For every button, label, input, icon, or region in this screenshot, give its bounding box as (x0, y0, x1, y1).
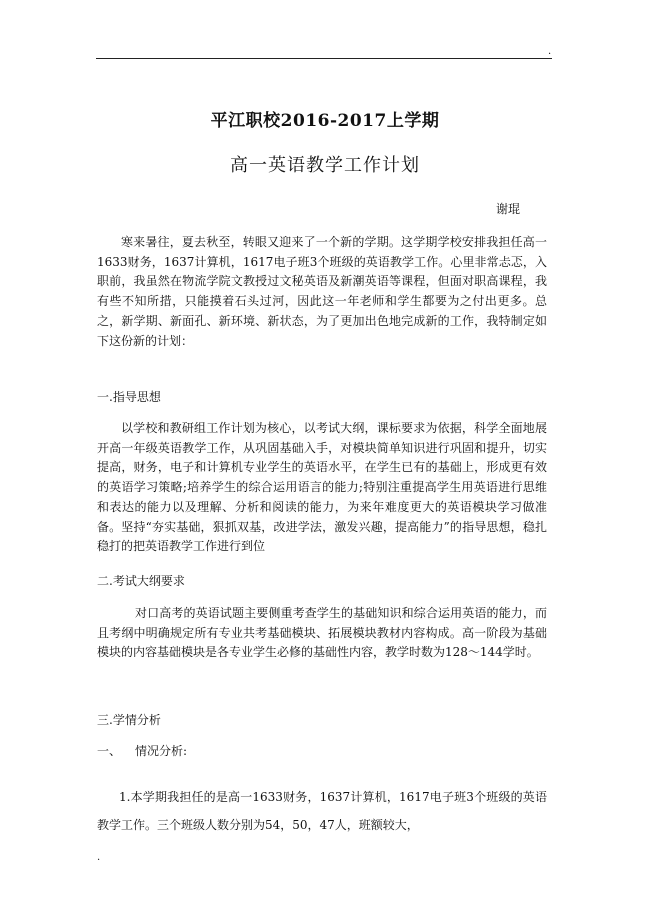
header-rule (96, 58, 552, 59)
situation-paragraph: 1.本学期我担任的是高一1633财务，1637计算机，1617电子班3个班级的英语教学工作。三个班级人数分别为54，50，47人，班额较大， (97, 790, 547, 832)
author-name: 谢琨 (496, 202, 521, 216)
section-heading-exam-requirements: 二.考试大纲要求 (97, 574, 185, 588)
section-heading-student-analysis: 三.学情分析 (97, 713, 161, 727)
intro-paragraph: 寒来暑往，夏去秋至，转眼又迎来了一个新的学期。这学期学校安排我担任高一1633财务，1637计算机，1617电子班3个班级的英语教学工作。心里非常忐忑，入职前，我虽然在物流学院文教授过文秘英语及新潮英语等课程，但面对职高课程，我有些不知所措，只能摸着石头过河，因此这一年老师和学生都要为之付出更多。总之，新学期、新面孔、新环境、新状态，为了更加出色地完成新的工作，我特制定如下这份新的计划： (97, 235, 547, 348)
exam-requirements-paragraph: 对口高考的英语试题主要侧重考查学生的基础知识和综合运用英语的能力，而且考纲中明确规定所有专业共考基础模块、拓展模块教材内容构成。高一阶段为基础模块的内容基础模块是各专业学生必修的基础性内容，教学时数为128～144学时。 (97, 606, 547, 660)
subsection-title: 情况分析: (135, 744, 188, 758)
document-subtitle: 高一英语教学工作计划 (230, 155, 420, 176)
footer-mark: . (97, 852, 101, 863)
subsection-number: 一、 (97, 744, 122, 758)
subsection-heading-situation (97, 742, 187, 759)
header-mark: . (548, 46, 552, 57)
document-title: 平江职校2016-2017上学期 (210, 111, 440, 131)
guiding-ideology-paragraph: 以学校和教研组工作计划为核心，以考试大纲，课标要求为依据，科学全面地展开高一年级英语教学工作，从巩固基础入手，对模块简单知识进行巩固和提升，切实提高，财务，电子和计算机专业学生的英语水平，在学生已有的基础上，形成更有效的英语学习策略;培养学生的综合运用语言的能力;特别注重提高学生用英语进行思维和表达的能力以及理解、分析和阅读的能力，为来年难度更大的英语模块学习做准备。坚持“夯实基础，狠抓双基，改进学法，激发兴趣，提高能力”的指导思想，稳扎稳打的把英语教学工作进行到位 (97, 421, 547, 554)
section-heading-guiding-ideology: 一.指导思想 (97, 390, 161, 404)
